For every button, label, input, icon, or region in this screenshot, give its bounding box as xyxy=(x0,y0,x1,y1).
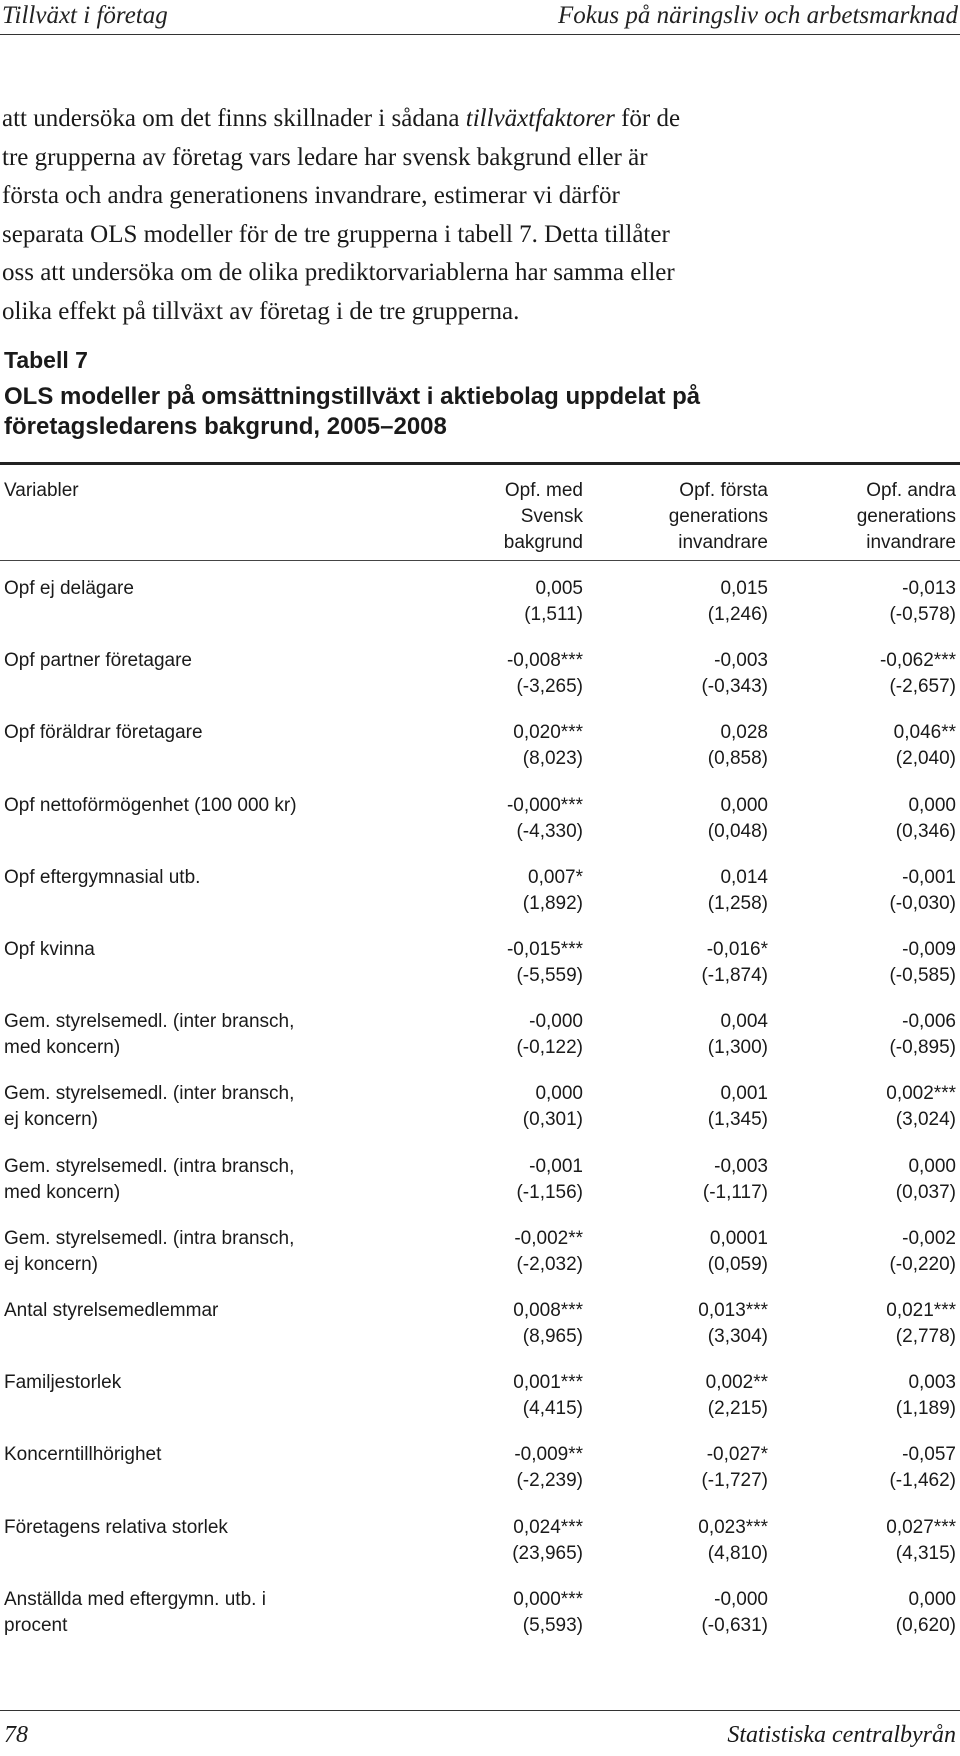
table-row xyxy=(0,793,960,853)
t-statistic: (4,315) xyxy=(895,1542,956,1564)
t-statistic: (-4,330) xyxy=(516,820,583,842)
t-statistic: (-1,462) xyxy=(889,1470,956,1492)
table-title xyxy=(4,382,954,442)
cell-first-generation xyxy=(701,648,768,700)
table-row xyxy=(0,865,960,925)
t-statistic: (-1,874) xyxy=(701,965,768,986)
coefficient: -0,002 xyxy=(902,1227,956,1249)
header-rule xyxy=(0,34,960,35)
cell-second-generation xyxy=(889,1442,956,1494)
variable-label-line: Anställda med eftergymn. utb. i xyxy=(4,1588,266,1610)
coefficient: 0,046** xyxy=(893,722,956,744)
variable-label-line: Företagens relativa storlek xyxy=(4,1516,228,1538)
coefficient: 0,020*** xyxy=(513,722,583,744)
variable-label-line: med koncern) xyxy=(4,1181,121,1203)
intro-italic-term: tillväxtfaktorer xyxy=(465,105,615,132)
page-number: 78 xyxy=(4,1722,28,1748)
cell-swedish xyxy=(513,1587,583,1639)
coefficient: -0,000 xyxy=(714,1588,768,1610)
table-header xyxy=(0,478,960,558)
variable-label-line: Opf kvinna xyxy=(4,939,95,960)
coefficient: 0,004 xyxy=(720,1011,768,1033)
table-row xyxy=(0,937,960,997)
variable-label-line: Antal styrelsemedlemmar xyxy=(4,1300,219,1321)
table-row xyxy=(0,1370,960,1430)
t-statistic: (-5,559) xyxy=(516,965,583,986)
t-statistic: (8,023) xyxy=(522,748,583,770)
coefficient: 0,000 xyxy=(720,794,768,816)
cell-swedish xyxy=(513,1370,583,1422)
table-title-line: företagsledarens bakgrund, 2005–2008 xyxy=(4,413,447,440)
coefficient: -0,009 xyxy=(902,939,956,960)
column-header-line: Opf. första xyxy=(679,480,768,501)
row-variable-label xyxy=(4,648,364,674)
table-row xyxy=(0,648,960,708)
intro-line: att undersöka om det finns skillnader i sådana tillväxtfaktorer för de xyxy=(2,105,681,132)
coefficient: 0,000 xyxy=(908,1155,956,1177)
coefficient: -0,002** xyxy=(514,1227,583,1249)
table-row xyxy=(0,1515,960,1575)
cell-first-generation xyxy=(698,1298,768,1350)
footer-rule xyxy=(0,1710,960,1711)
t-statistic: (3,304) xyxy=(707,1326,768,1347)
t-statistic: (-0,585) xyxy=(889,965,956,986)
t-statistic: (0,037) xyxy=(895,1181,956,1203)
cell-second-generation xyxy=(894,720,956,772)
running-header xyxy=(0,0,960,36)
variable-label-line: Gem. styrelsemedl. (inter bransch, xyxy=(4,1083,295,1105)
t-statistic: (4,810) xyxy=(707,1542,768,1564)
cell-swedish xyxy=(507,793,583,845)
coefficient: -0,013 xyxy=(902,578,956,599)
table-row xyxy=(0,1226,960,1286)
variable-label-line: ej koncern) xyxy=(4,1253,98,1275)
cell-second-generation xyxy=(896,1370,956,1422)
coefficient: 0,024*** xyxy=(513,1516,583,1538)
t-statistic: (-3,265) xyxy=(516,676,583,698)
cell-first-generation xyxy=(708,576,768,628)
column-header-line: Svensk xyxy=(520,506,583,527)
table-header-rule xyxy=(0,560,960,561)
t-statistic: (4,415) xyxy=(522,1398,583,1420)
t-statistic: (1,258) xyxy=(707,892,768,914)
t-statistic: (-0,578) xyxy=(889,604,956,625)
coefficient: 0,002*** xyxy=(886,1083,956,1105)
cell-second-generation xyxy=(896,1587,956,1639)
table-row xyxy=(0,1081,960,1141)
cell-swedish xyxy=(514,1442,583,1494)
row-variable-label xyxy=(4,1154,364,1206)
row-variable-label xyxy=(4,720,364,746)
variable-label-line: Gem. styrelsemedl. (intra bransch, xyxy=(4,1155,295,1177)
cell-first-generation xyxy=(708,1226,768,1278)
table-caption xyxy=(4,346,954,442)
coefficient: -0,000*** xyxy=(506,794,583,816)
coefficient: -0,057 xyxy=(902,1444,956,1466)
cell-swedish xyxy=(507,937,583,989)
column-header-swedish xyxy=(504,478,583,556)
t-statistic: (-0,343) xyxy=(701,676,768,698)
column-header-line: bakgrund xyxy=(503,532,583,553)
variable-label-line: Gem. styrelsemedl. (inter bransch, xyxy=(4,1011,295,1033)
t-statistic: (0,059) xyxy=(707,1253,768,1275)
coefficient: 0,008*** xyxy=(513,1300,583,1321)
cell-swedish xyxy=(513,720,583,772)
cell-swedish xyxy=(523,1081,583,1133)
intro-line: tre grupperna av företag vars ledare har svensk bakgrund eller är xyxy=(2,143,648,171)
coefficient: 0,028 xyxy=(720,722,768,744)
table-row xyxy=(0,1587,960,1647)
t-statistic: (8,965) xyxy=(522,1326,583,1347)
row-variable-label xyxy=(4,793,364,819)
cell-first-generation xyxy=(708,1009,768,1061)
header-chapter-title: Tillväxt i företag xyxy=(2,2,168,29)
row-variable-label xyxy=(4,865,364,891)
t-statistic: (0,858) xyxy=(707,748,768,770)
coefficient: -0,006 xyxy=(902,1011,956,1033)
coefficient: -0,003 xyxy=(714,650,768,672)
column-header-line: generations xyxy=(668,506,768,527)
cell-first-generation xyxy=(708,865,768,917)
cell-second-generation xyxy=(889,576,956,628)
coefficient: 0,007* xyxy=(528,866,583,888)
t-statistic: (1,246) xyxy=(707,604,768,625)
row-variable-label xyxy=(4,1587,364,1639)
coefficient: 0,000*** xyxy=(513,1588,583,1610)
coefficient: 0,015 xyxy=(720,578,768,599)
row-variable-label xyxy=(4,1009,364,1061)
row-variable-label xyxy=(4,937,364,963)
variable-label-line: procent xyxy=(4,1614,68,1636)
t-statistic: (23,965) xyxy=(512,1542,583,1564)
row-variable-label xyxy=(4,1081,364,1133)
coefficient: 0,003 xyxy=(908,1372,956,1394)
column-header-line: Opf. andra xyxy=(866,480,956,501)
cell-second-generation xyxy=(880,648,956,700)
cell-swedish xyxy=(512,1515,583,1567)
coefficient: -0,001 xyxy=(902,866,956,888)
column-header-variables: Variabler xyxy=(4,480,79,501)
table-row xyxy=(0,576,960,636)
cell-second-generation xyxy=(889,1226,956,1278)
variable-label-line: Familjestorlek xyxy=(4,1372,122,1394)
t-statistic: (1,345) xyxy=(707,1109,768,1131)
coefficient: 0,000 xyxy=(908,1588,956,1610)
t-statistic: (-1,117) xyxy=(702,1181,768,1203)
cell-first-generation xyxy=(708,793,768,845)
t-statistic: (1,892) xyxy=(522,892,583,914)
column-header-line: Opf. med xyxy=(504,480,583,501)
coefficient: -0,003 xyxy=(714,1155,768,1177)
intro-line: första och andra generationens invandrare, estimerar vi därför xyxy=(2,182,620,209)
t-statistic: (-2,239) xyxy=(516,1470,583,1492)
table-row xyxy=(0,1442,960,1502)
t-statistic: (0,620) xyxy=(895,1614,956,1636)
table-row xyxy=(0,720,960,780)
table-label: Tabell 7 xyxy=(4,347,88,373)
t-statistic: (5,593) xyxy=(522,1614,583,1636)
row-variable-label xyxy=(4,1226,364,1278)
variable-label-line: Gem. styrelsemedl. (intra bransch, xyxy=(4,1227,295,1249)
cell-swedish xyxy=(507,648,583,700)
coefficient: 0,0001 xyxy=(709,1227,768,1249)
coefficient: -0,027* xyxy=(706,1444,768,1466)
t-statistic: (-0,895) xyxy=(889,1037,956,1059)
t-statistic: (-0,220) xyxy=(889,1253,956,1275)
cell-second-generation xyxy=(896,1154,956,1206)
column-header-second-generation xyxy=(857,478,956,556)
column-header-line: invandrare xyxy=(866,532,956,553)
cell-swedish xyxy=(516,1009,583,1061)
coefficient: -0,008*** xyxy=(506,650,583,672)
variable-label-line: Opf partner företagare xyxy=(4,650,192,672)
t-statistic: (0,301) xyxy=(522,1109,583,1131)
coefficient: -0,015*** xyxy=(506,939,583,960)
intro-line: oss att undersöka om de olika prediktorvariablerna har samma eller xyxy=(2,259,675,286)
t-statistic: (-1,727) xyxy=(701,1470,768,1492)
coefficient: 0,002** xyxy=(705,1372,768,1394)
coefficient: 0,027*** xyxy=(886,1516,956,1538)
coefficient: -0,009** xyxy=(514,1444,583,1466)
coefficient: 0,000 xyxy=(908,794,956,816)
coefficient: -0,062*** xyxy=(879,650,956,672)
row-variable-label xyxy=(4,1515,364,1541)
coefficient: 0,001 xyxy=(720,1083,768,1105)
row-variable-label xyxy=(4,1442,364,1468)
variable-label-line: Opf nettoförmögenhet (100 000 kr) xyxy=(4,794,297,816)
row-variable-label xyxy=(4,1298,364,1324)
t-statistic: (-1,156) xyxy=(516,1181,583,1203)
variable-label-line: Opf föräldrar företagare xyxy=(4,722,203,744)
cell-swedish xyxy=(524,576,583,628)
cell-swedish xyxy=(514,1226,583,1278)
t-statistic: (0,346) xyxy=(895,820,956,842)
t-statistic: (-0,631) xyxy=(701,1614,768,1636)
coefficient: 0,005 xyxy=(535,578,583,599)
column-header-line: invandrare xyxy=(678,532,768,553)
intro-paragraph xyxy=(2,100,952,331)
t-statistic: (3,024) xyxy=(895,1109,956,1131)
table-row xyxy=(0,1298,960,1358)
t-statistic: (1,189) xyxy=(895,1398,956,1420)
cell-second-generation xyxy=(886,1081,956,1133)
coefficient: 0,013*** xyxy=(698,1300,768,1321)
t-statistic: (1,300) xyxy=(707,1037,768,1059)
row-variable-label xyxy=(4,576,364,602)
coefficient: -0,001 xyxy=(529,1155,583,1177)
cell-second-generation xyxy=(886,1515,956,1567)
variable-label-line: ej koncern) xyxy=(4,1109,98,1131)
coefficient: 0,021*** xyxy=(886,1300,956,1321)
cell-first-generation xyxy=(708,720,768,772)
cell-first-generation xyxy=(703,1154,768,1206)
t-statistic: (2,215) xyxy=(707,1398,768,1420)
coefficient: 0,023*** xyxy=(698,1516,768,1538)
cell-second-generation xyxy=(889,865,956,917)
header-series-title: Fokus på näringsliv och arbetsmarknad xyxy=(558,2,958,29)
variable-label-line: Opf ej delägare xyxy=(4,578,134,599)
coefficient: -0,000 xyxy=(529,1011,583,1033)
intro-line: olika effekt på tillväxt av företag i de tre grupperna. xyxy=(2,297,520,325)
cell-second-generation xyxy=(886,1298,956,1350)
cell-swedish xyxy=(523,865,583,917)
t-statistic: (-0,030) xyxy=(889,892,956,914)
t-statistic: (-2,032) xyxy=(516,1253,583,1275)
t-statistic: (2,040) xyxy=(895,748,956,770)
cell-first-generation xyxy=(701,1442,768,1494)
table-row xyxy=(0,1009,960,1069)
intro-line: separata OLS modeller för de tre grupperna i tabell 7. Detta tillåter xyxy=(2,220,670,248)
t-statistic: (0,048) xyxy=(707,820,768,842)
cell-first-generation xyxy=(698,1515,768,1567)
table-row xyxy=(0,1154,960,1214)
coefficient: 0,014 xyxy=(720,866,768,888)
cell-first-generation xyxy=(701,937,768,989)
cell-first-generation xyxy=(706,1370,768,1422)
t-statistic: (-2,657) xyxy=(889,676,956,698)
table-title-line: OLS modeller på omsättningstillväxt i aktiebolag uppdelat på xyxy=(4,383,701,410)
publisher-name: Statistiska centralbyrån xyxy=(727,1722,956,1748)
coefficient: -0,016* xyxy=(706,939,768,960)
table-top-rule xyxy=(0,462,960,465)
page-footer xyxy=(0,1710,960,1750)
column-header-first-generation xyxy=(669,478,768,556)
coefficient: 0,000 xyxy=(535,1083,583,1105)
t-statistic: (1,511) xyxy=(524,604,583,625)
variable-label-line: Koncerntillhörighet xyxy=(4,1444,162,1466)
variable-label-line: med koncern) xyxy=(4,1037,121,1059)
t-statistic: (2,778) xyxy=(895,1326,956,1347)
cell-first-generation xyxy=(701,1587,768,1639)
cell-swedish xyxy=(513,1298,583,1350)
variable-label-line: Opf eftergymnasial utb. xyxy=(4,866,201,888)
cell-second-generation xyxy=(889,937,956,989)
cell-swedish xyxy=(516,1154,583,1206)
t-statistic: (-0,122) xyxy=(516,1037,583,1059)
row-variable-label xyxy=(4,1370,364,1396)
cell-first-generation xyxy=(708,1081,768,1133)
cell-second-generation xyxy=(889,1009,956,1061)
cell-second-generation xyxy=(896,793,956,845)
coefficient: 0,001*** xyxy=(513,1372,583,1394)
column-header-line: generations xyxy=(856,506,956,527)
